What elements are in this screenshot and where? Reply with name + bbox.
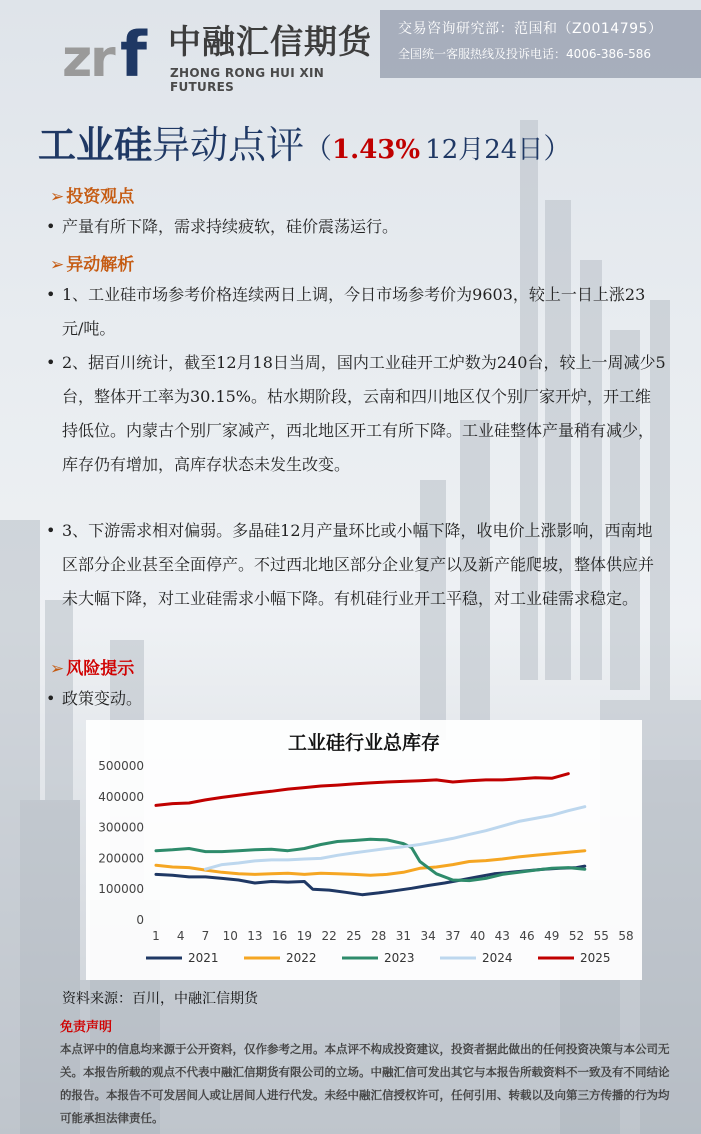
analysis-text-2: 2、据百川统计，截至12月18日当周，国内工业硅开工炉数为240台，较上一周减少5台，整体开工率为30.15%。枯水期阶段，云南和四川地区仅个别厂家开炉，开工维持低位。内蒙古个别厂家减产，西北地区开工有所下降。工业硅整体产量稍有减少，库存仍有增加，高库存状态未发生改变。	[62, 353, 666, 474]
legend-label-2021: 2021	[188, 951, 219, 965]
title-subject: 异动点评	[152, 123, 305, 167]
inventory-chart	[86, 720, 642, 980]
company-name-cn: 中融汇信期货	[168, 22, 372, 61]
x-tick-label: 7	[201, 929, 210, 943]
y-tick-label: 200000	[98, 851, 144, 866]
title-change-pct: 1.43%	[332, 135, 421, 165]
title-paren-close: ）	[543, 132, 572, 165]
legend-label-2025: 2025	[580, 951, 611, 965]
x-tick-label: 1	[152, 929, 160, 943]
y-tick-label: 0	[136, 913, 144, 927]
arrow-bullet-icon: ➢	[50, 255, 65, 275]
x-tick-label: 28	[370, 929, 387, 943]
x-tick-label: 43	[494, 929, 510, 943]
svg-text:r: r	[90, 29, 116, 82]
x-tick-label: 16	[272, 929, 288, 943]
y-tick-label: 400000	[98, 789, 144, 804]
risk-paragraph	[46, 682, 666, 716]
x-tick-label: 58	[618, 929, 634, 943]
zrf-logo-icon	[60, 12, 170, 82]
series-line-2021	[156, 866, 585, 895]
analysis-item-2	[46, 346, 666, 482]
risk-text: 政策变动。	[62, 689, 143, 708]
analysis-text-3: 3、下游需求相对偏弱。多晶硅12月产量环比或小幅下降，收电价上涨影响，西南地区部分企业甚至全面停产。不过西北地区部分企业复产以及新产能爬坡，整体供应并未大幅下降，对工业硅需求小幅下降。有机硅行业开工平稳，对工业硅需求稳定。	[62, 521, 655, 608]
arrow-bullet-icon: ➢	[50, 659, 65, 679]
x-tick-label: 55	[593, 929, 609, 943]
y-tick-label: 500000	[98, 759, 144, 773]
view-text: 产量有所下降，需求持续疲软，硅价震荡运行。	[62, 217, 399, 236]
analysis-item-3	[46, 514, 666, 616]
arrow-bullet-icon: ➢	[50, 187, 65, 207]
x-tick-label: 34	[420, 929, 436, 943]
bullet: •	[46, 521, 56, 540]
analysis-text-1: 1、工业硅市场参考价格连续两日上调，今日市场参考价为9603，较上一日上涨23元/吨。	[62, 285, 646, 338]
legend-label-2022: 2022	[286, 951, 317, 965]
x-tick-label: 52	[568, 929, 585, 943]
bullet: •	[46, 217, 56, 236]
x-tick-label: 4	[176, 929, 185, 943]
x-tick-label: 46	[519, 929, 535, 943]
section-risk	[50, 654, 134, 679]
view-paragraph	[46, 210, 666, 244]
data-source: 资料来源：百川，中融汇信期货	[62, 991, 258, 1007]
series-line-2024	[206, 807, 585, 870]
contact-info	[398, 18, 698, 62]
y-tick-label: 300000	[98, 820, 144, 835]
hotline-line: 全国统一客服热线及投诉电话：4006-386-586	[398, 47, 652, 61]
legend-label-2023: 2023	[384, 951, 415, 965]
svg-text:z: z	[62, 29, 93, 82]
company-name-en: ZHONG RONG HUI XIN FUTURES	[170, 66, 325, 94]
chart-plot	[86, 720, 642, 980]
section-investment-view	[50, 182, 134, 207]
disclaimer-title: 免责声明	[60, 1020, 113, 1035]
bullet: •	[46, 689, 56, 708]
x-tick-label: 31	[395, 929, 412, 943]
svg-text:f: f	[120, 18, 147, 82]
x-tick-label: 22	[321, 929, 337, 943]
legend-label-2024: 2024	[482, 951, 513, 965]
chart-title: 工业硅行业总库存	[287, 732, 440, 754]
x-tick-label: 19	[296, 929, 313, 943]
bullet: •	[46, 353, 56, 372]
section-label: 投资观点	[66, 187, 135, 207]
bullet: •	[46, 285, 56, 304]
section-analysis	[50, 250, 134, 275]
x-tick-label: 10	[222, 929, 238, 943]
section-label: 风险提示	[66, 659, 135, 679]
analysis-item-1	[46, 278, 666, 346]
x-tick-label: 25	[346, 929, 362, 943]
title-paren-open: （	[304, 132, 333, 165]
x-tick-label: 49	[544, 929, 560, 943]
disclaimer-text: 本点评中的信息均来源于公开资料，仅作参考之用。本点评不构成投资建议，投资者据此做出的任何投资决策与本公司无关。本报告所载的观点不代表中融汇信期货有限公司的立场。中融汇信可发出其它与本报告所载资料不一致及有不同结论的报告。本报告不可发居间人或让居间人进行代发。未经中融汇信授权许可，任何引用、转载以及向第三方传播的行为均可能承担法律责任。	[60, 1042, 670, 1125]
logo	[60, 12, 380, 94]
page-title	[38, 114, 572, 167]
analyst-line: 交易咨询研究部：范国和（Z0014795）	[398, 21, 663, 37]
x-tick-label: 37	[445, 929, 461, 943]
x-tick-label: 13	[247, 929, 263, 943]
title-date: 12月24日	[425, 135, 544, 165]
x-tick-label: 40	[469, 929, 486, 943]
section-label: 异动解析	[66, 255, 135, 275]
series-line-2025	[156, 774, 568, 806]
title-product: 工业硅	[38, 122, 153, 167]
y-tick-label: 100000	[98, 882, 144, 897]
